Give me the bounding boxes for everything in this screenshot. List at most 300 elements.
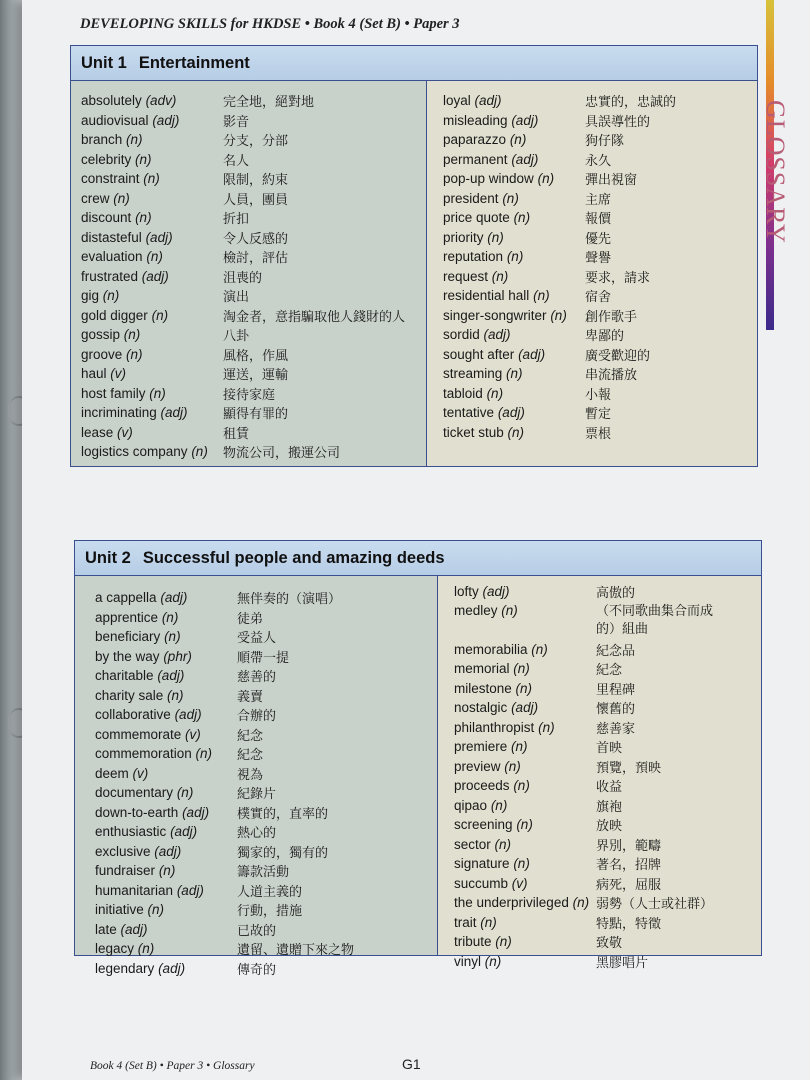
entry-translation: 租賃 [223,426,250,442]
entry-part-of-speech: (n) [572,895,590,911]
entry-term [95,824,237,839]
glossary-entry [454,698,761,718]
glossary-entry [81,111,426,131]
entry-term [443,269,585,284]
entry-part-of-speech: (n) [151,307,169,323]
entry-translation: 收益 [596,780,623,796]
glossary-entry [443,150,757,170]
entry-term [81,230,223,245]
glossary-entry [95,803,437,823]
entry-term [454,876,596,891]
glossary-entry [443,267,757,287]
glossary-entry [454,659,761,679]
entry-translation: 特點，特徵 [596,916,662,932]
entry-term [95,941,237,956]
entry-word: sought after [443,346,515,362]
entry-word: charity sale [95,687,164,703]
entry-term [81,191,223,206]
entry-translation: 人員，團員 [223,192,289,208]
entry-word: discount [81,210,132,226]
glossary-entry [443,169,757,189]
entry-translation: 沮喪的 [223,270,263,286]
entry-word: charitable [95,668,154,684]
entry-translation: 具誤導性的 [585,114,651,130]
glossary-entry [81,150,426,170]
entry-term [454,798,596,813]
glossary-entry [81,286,426,306]
entry-word: nostalgic [454,700,508,716]
entry-word: constraint [81,171,140,187]
entry-term [95,649,237,664]
entry-term [454,759,596,774]
entry-part-of-speech: (n) [126,132,143,148]
entry-part-of-speech: (adj) [145,229,173,245]
entry-word: host family [81,385,146,401]
entry-word: groove [81,346,123,362]
entry-word: the underprivileged [454,895,569,911]
glossary-entry [95,881,437,901]
entry-term [81,366,223,381]
entry-part-of-speech: (n) [143,171,160,187]
entry-translation: 演出 [223,290,250,306]
glossary-entry [454,854,761,874]
glossary-entry [81,247,426,267]
entry-translation: 慈善的 [237,670,277,686]
glossary-entry [81,384,426,404]
entry-translation: 彈出視窗 [585,173,638,189]
glossary-entry [95,686,437,706]
entry-term [81,249,223,264]
entry-word: qipao [454,797,488,813]
unit-title: Successful people and amazing deeds [142,548,445,567]
entry-part-of-speech: (adj) [141,268,169,284]
glossary-entry [81,91,426,111]
entry-part-of-speech: (n) [102,288,120,304]
glossary-entry [443,403,757,423]
entry-translation: 弱勢（人士或社群） [596,897,714,913]
entry-term [443,288,585,303]
entry-part-of-speech: (n) [531,641,548,657]
entry-part-of-speech: (n) [158,863,176,879]
entry-word: legacy [95,941,135,957]
entry-word: pop-up window [443,171,534,187]
entry-term [454,856,596,871]
glossary-entry [81,442,426,462]
entry-term [454,584,596,599]
entry-translation: 永久 [585,153,612,169]
entry-translation: 籌款活動 [237,865,290,881]
entry-translation: 慈善家 [596,721,636,737]
glossary-entry [443,384,757,404]
entry-term [95,902,237,917]
unit-2-box [74,540,762,978]
entry-term [95,863,237,878]
entry-term [454,700,596,715]
entry-word: residential hall [443,288,530,304]
entry-term [443,230,585,245]
entry-word: branch [81,132,123,148]
entry-part-of-speech: (v) [185,726,201,742]
entry-translation: 預覽，預映 [596,760,662,776]
entry-word: vinyl [454,953,482,969]
entry-part-of-speech: (n) [490,797,508,813]
entry-word: evaluation [81,249,143,265]
entry-word: legendary [95,960,155,976]
glossary-entry [95,861,437,881]
entry-term [454,778,596,793]
entry-word: celebrity [81,151,132,167]
entry-part-of-speech: (v) [110,366,127,382]
entry-word: incriminating [81,405,157,421]
entry-part-of-speech: (adj) [120,921,148,937]
entry-translation: 受益人 [237,631,277,647]
entry-translation: 八卦 [223,329,250,345]
entry-term [95,688,237,703]
entry-part-of-speech: (n) [504,758,521,774]
entry-translation: 紀錄片 [237,787,277,803]
entry-translation: 徒弟 [237,611,264,627]
glossary-entry [443,247,757,267]
glossary-entry [95,939,437,959]
entry-part-of-speech: (n) [513,856,530,872]
glossary-entry [443,364,757,384]
entry-term [454,681,596,696]
entry-part-of-speech: (v) [132,765,149,781]
entry-word: sordid [443,327,480,343]
entry-word: gossip [81,327,121,343]
entry-word: beneficiary [95,629,161,645]
entry-word: ticket stub [443,424,504,440]
entry-part-of-speech: (n) [161,609,179,625]
entry-translation: 順帶一提 [237,650,290,666]
entry-translation: 里程碑 [596,682,636,698]
entry-word: preview [454,758,501,774]
entry-translation: 優先 [585,231,612,247]
entry-translation: 界別，範疇 [596,838,662,854]
entry-word: trait [454,914,477,930]
entry-word: streaming [443,366,503,382]
entry-term [443,132,585,147]
entry-part-of-speech: (adj) [154,843,182,859]
glossary-entry [81,403,426,423]
entry-term [454,934,596,949]
left-column [71,81,427,466]
entry-term [81,386,223,401]
glossary-entry [454,835,761,855]
glossary-entry [454,679,761,699]
entry-term [95,610,237,625]
entry-translation: 獨家的，獨有的 [237,845,329,861]
entry-term [81,444,223,459]
running-head: DEVELOPING SKILLS for HKDSE • Book 4 (Set B) • Paper 3 [80,16,460,32]
glossary-entry [95,783,437,803]
entry-term [454,954,596,969]
entry-part-of-speech: (adj) [158,960,186,976]
entry-part-of-speech: (n) [137,941,155,957]
entry-part-of-speech: (n) [487,229,504,245]
entry-part-of-speech: (adj) [152,112,180,128]
entry-translation: 人道主義的 [237,884,303,900]
entry-word: humanitarian [95,882,174,898]
entry-part-of-speech: (adj) [182,804,210,820]
glossary-entry [454,815,761,835]
entry-translation: 已故的 [237,923,277,939]
glossary-entry [81,345,426,365]
entry-term [443,405,585,420]
entry-part-of-speech: (adj) [497,405,525,421]
glossary-entry [454,582,761,602]
entry-word: deem [95,765,129,781]
entry-word: exclusive [95,843,151,859]
glossary-entry [95,744,437,764]
entry-translation: 紀念 [596,663,623,679]
entry-translation: 要求，請求 [585,270,651,286]
entry-part-of-speech: (n) [480,914,497,930]
entry-translation: 票根 [585,426,612,442]
glossary-entry [443,130,757,150]
entry-word: gold digger [81,307,148,323]
entry-term [443,327,585,342]
entry-word: haul [81,366,107,382]
glossary-entry [454,602,761,640]
entry-part-of-speech: (n) [149,385,166,401]
entry-word: reputation [443,249,504,265]
entry-part-of-speech: (n) [516,817,533,833]
entry-translation: 合辦的 [237,709,277,725]
entry-word: philanthropist [454,719,535,735]
entry-term [443,249,585,264]
entry-word: misleading [443,112,508,128]
entry-word: singer-songwriter [443,307,547,323]
entry-word: proceeds [454,778,510,794]
entry-term [81,113,223,128]
entry-word: fundraiser [95,863,156,879]
glossary-entry [81,423,426,443]
glossary-entry [95,900,437,920]
entry-term [454,837,596,852]
entry-part-of-speech: (n) [195,746,213,762]
glossary-entry [81,267,426,287]
entry-translation: 放映 [596,819,623,835]
entry-translation: （不同歌曲集合而成的）組曲 [596,603,714,637]
entry-term [454,895,596,910]
entry-part-of-speech: (adj) [170,824,198,840]
glossary-entry [454,718,761,738]
glossary-entry [81,189,426,209]
entry-translation: 行動，措施 [237,904,303,920]
glossary-entry [81,208,426,228]
entry-term [81,152,223,167]
entry-translation: 風格，作風 [223,348,289,364]
entry-word: enthusiastic [95,824,167,840]
unit-number: Unit 1 [81,53,127,72]
right-column [438,576,761,971]
entry-word: priority [443,229,484,245]
entry-term [443,152,585,167]
entry-part-of-speech: (n) [506,366,523,382]
entry-translation: 病死，屈服 [596,877,662,893]
entry-translation: 運送，運輸 [223,368,289,384]
entry-translation: 小報 [585,387,612,403]
glossary-entry [443,91,757,111]
entry-word: tribute [454,934,492,950]
entry-word: loyal [443,93,471,109]
entry-word: milestone [454,680,512,696]
entry-word: request [443,268,489,284]
entry-term [95,922,237,937]
entry-translation: 卑鄙的 [585,329,625,345]
entry-part-of-speech: (n) [494,836,512,852]
entry-term [81,171,223,186]
entry-part-of-speech: (adj) [174,707,202,723]
entry-term [95,785,237,800]
entry-part-of-speech: (n) [135,151,152,167]
entry-part-of-speech: (n) [135,210,152,226]
entry-part-of-speech: (adv) [145,93,177,109]
entry-term [443,386,585,401]
glossary-entry [95,842,437,862]
entry-part-of-speech: (n) [507,424,525,440]
entry-part-of-speech: (n) [513,661,530,677]
entry-term [95,707,237,722]
entry-term [454,739,596,754]
footer-text: Book 4 (Set B) • Paper 3 • Glossary [90,1060,255,1072]
entry-word: medley [454,602,498,618]
entry-term [81,425,223,440]
unit-title: Entertainment [138,53,250,72]
entry-translation: 遺留、遺贈下來之物 [237,943,355,959]
entry-word: tentative [443,405,495,421]
entry-word: audiovisual [81,112,149,128]
glossary-page [22,0,810,1080]
entry-part-of-speech: (n) [126,346,143,362]
entry-term [443,347,585,362]
entry-word: a cappella [95,590,157,606]
entry-translation: 著名，招牌 [596,858,662,874]
glossary-entry [95,725,437,745]
entry-translation: 名人 [223,153,250,169]
glossary-entry [81,364,426,384]
glossary-entry [81,325,426,345]
entry-term [95,766,237,781]
entry-term [454,642,596,657]
right-column [427,81,757,466]
entry-translation: 物流公司，搬運公司 [223,446,341,462]
entry-word: screening [454,817,513,833]
entry-word: frustrated [81,268,139,284]
underlying-page-edge [0,0,22,1080]
entry-term [81,308,223,323]
entry-translation: 完全地，絕對地 [223,95,315,111]
glossary-entry [95,705,437,725]
entry-word: lofty [454,584,479,600]
entry-term [454,603,596,618]
entry-translation: 令人反感的 [223,231,289,247]
entry-part-of-speech: (n) [491,268,509,284]
glossary-entry [95,959,437,979]
entry-part-of-speech: (adj) [518,346,546,362]
entry-term [443,171,585,186]
entry-term [454,661,596,676]
entry-term [81,269,223,284]
entry-word: tabloid [443,385,483,401]
entry-term [95,961,237,976]
entry-part-of-speech: (adj) [176,882,204,898]
entry-term [95,883,237,898]
entry-term [81,288,223,303]
glossary-entry [81,130,426,150]
entry-term [443,191,585,206]
entry-part-of-speech: (adj) [160,590,188,606]
entry-translation: 主席 [585,192,612,208]
glossary-entry [443,306,757,326]
entry-translation: 視為 [237,767,264,783]
glossary-entry [454,737,761,757]
entry-term [81,327,223,342]
entry-word: paparazzo [443,132,507,148]
entry-part-of-speech: (adj) [482,584,510,600]
glossary-entry [443,228,757,248]
entry-word: absolutely [81,93,142,109]
entry-part-of-speech: (n) [509,132,527,148]
glossary-entry [95,647,437,667]
entry-translation: 紀念品 [596,643,636,659]
glossary-entry [95,764,437,784]
entry-term [95,668,237,683]
entry-part-of-speech: (adj) [483,327,511,343]
entry-word: signature [454,856,510,872]
left-column [75,576,438,978]
entry-word: late [95,921,117,937]
entry-part-of-speech: (n) [123,327,141,343]
entry-translation: 紀念 [237,748,264,764]
entry-word: commemoration [95,746,192,762]
entry-word: gig [81,288,100,304]
entry-translation: 懷舊的 [596,702,636,718]
entry-word: down-to-earth [95,804,179,820]
entry-part-of-speech: (n) [506,249,524,265]
glossary-entry [454,640,761,660]
entry-part-of-speech: (adj) [511,112,539,128]
entry-part-of-speech: (n) [113,190,130,206]
entry-word: president [443,190,499,206]
entry-part-of-speech: (n) [511,739,528,755]
glossary-entry [95,822,437,842]
glossary-entry [454,757,761,777]
unit-header [71,46,757,81]
entry-translation: 折扣 [223,212,250,228]
entry-translation: 串流播放 [585,368,638,384]
entry-part-of-speech: (n) [176,785,194,801]
entry-word: permanent [443,151,508,167]
entry-term [454,720,596,735]
entry-term [81,405,223,420]
entry-part-of-speech: (adj) [474,93,502,109]
entry-translation: 聲譽 [585,251,612,267]
entry-part-of-speech: (n) [486,385,504,401]
page-number: G1 [402,1056,421,1072]
entry-term [81,132,223,147]
glossary-entry [95,627,437,647]
entry-part-of-speech: (n) [513,210,531,226]
entry-term [443,366,585,381]
entry-part-of-speech: (n) [537,171,555,187]
glossary-entry [95,608,437,628]
entry-part-of-speech: (phr) [163,648,192,664]
entry-translation: 旗袍 [596,799,623,815]
entry-term [95,727,237,742]
entry-part-of-speech: (n) [502,190,519,206]
